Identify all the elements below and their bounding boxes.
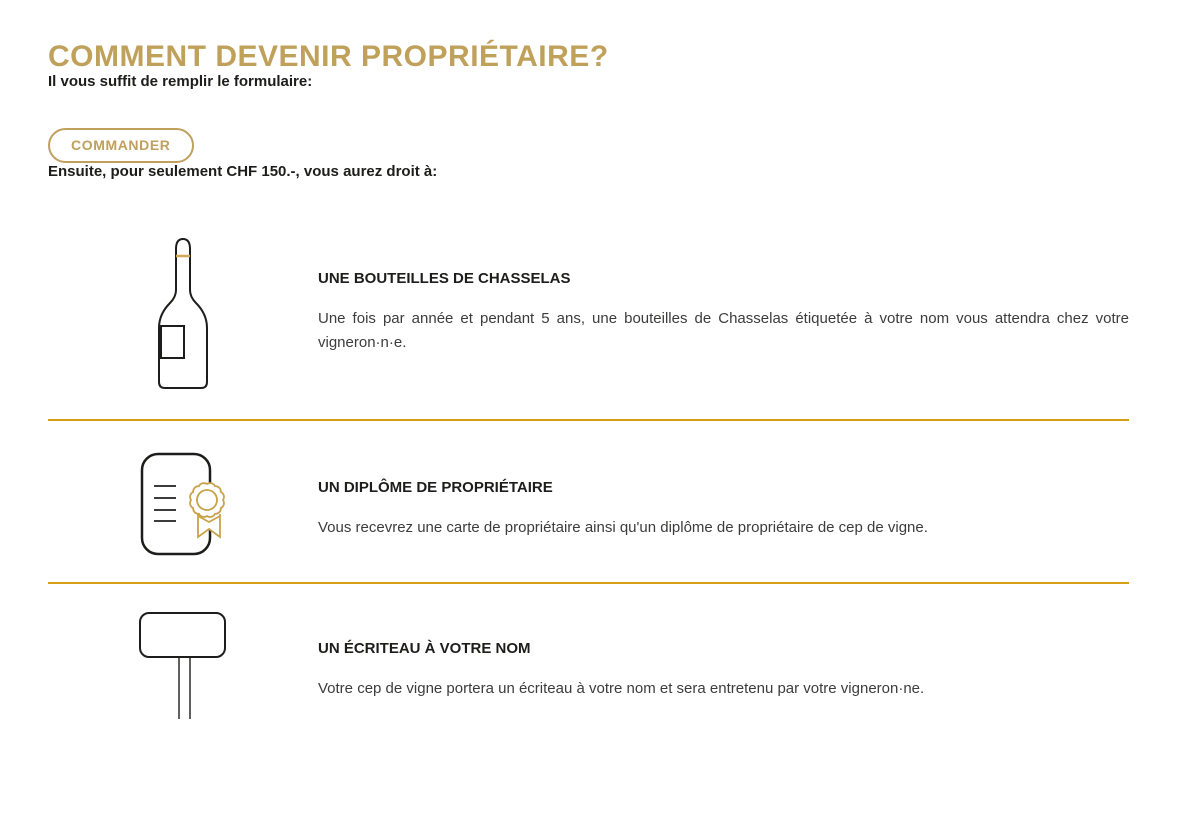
benefit-heading: UNE BOUTEILLES DE CHASSELAS (318, 270, 571, 288)
page-title: COMMENT DEVENIR PROPRIÉTAIRE? (48, 40, 609, 73)
benefit-icon-column (48, 450, 318, 556)
price-text: Ensuite, pour seulement CHF 150.-, vous aurez droit à: (48, 163, 438, 181)
benefit-text-column (318, 611, 1129, 719)
benefit-body: Vous recevrez une carte de propriétaire ainsi qu'un diplôme de propriétaire de cep de vigne. (318, 518, 928, 536)
sign-post-icon (138, 611, 228, 719)
benefit-icon-column (48, 611, 318, 719)
benefit-heading: UN DIPLÔME DE PROPRIÉTAIRE (318, 479, 553, 497)
commander-button[interactable]: COMMANDER (48, 128, 194, 163)
benefit-heading: UN ÉCRITEAU À VOTRE NOM (318, 640, 531, 658)
benefit-icon-column (48, 236, 318, 392)
benefit-text-column (318, 450, 1129, 556)
benefit-text-column (318, 236, 1129, 392)
benefit-body: Votre cep de vigne portera un écriteau à votre nom et sera entretenu par votre vigneron·ne. (318, 679, 925, 697)
benefit-row-sign (48, 584, 1129, 719)
intro-text: Il vous suffit de remplir le formulaire: (48, 73, 313, 90)
wine-bottle-icon (155, 236, 211, 392)
benefit-row-bottle (48, 181, 1129, 419)
benefit-body: Une fois par année et pendant 5 ans, une bouteilles de Chasselas étiquetée à votre nom vous attendra chez votre vigneron·n·e. (318, 309, 1129, 351)
diploma-icon (135, 450, 231, 556)
benefits-list (48, 181, 1129, 719)
benefit-row-diploma (48, 421, 1129, 582)
